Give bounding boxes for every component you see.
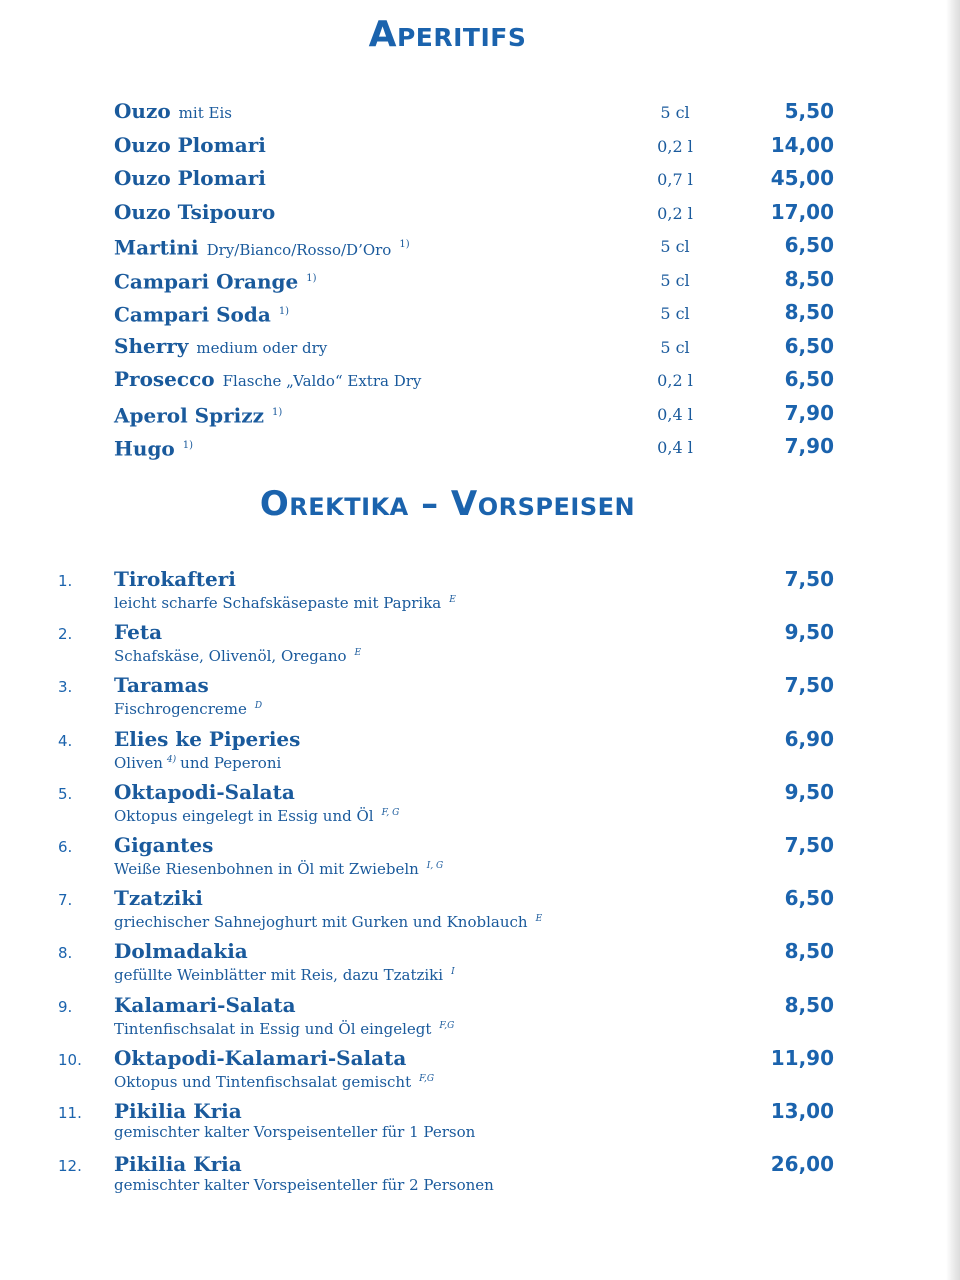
aperitif-item — [0, 331, 960, 365]
aperitif-name-text: Martini — [114, 235, 199, 260]
vorspeise-description-text: Oktopus eingelegt in Essig und Öl — [114, 806, 374, 825]
vorspeise-price: 8,50 — [784, 939, 834, 964]
vorspeise-item — [0, 566, 960, 619]
aperitif-item — [0, 264, 960, 298]
vorspeise-description-text: Oliven — [114, 753, 163, 772]
aperitif-volume: 0,2 l — [657, 371, 693, 390]
aperitif-footnote: 1) — [278, 306, 290, 317]
aperitif-item-name — [114, 96, 232, 128]
vorspeise-allergens: F,G — [439, 1020, 455, 1031]
vorspeise-name: Pikilia Kria — [114, 1152, 242, 1177]
aperitif-item-name — [114, 163, 266, 193]
aperitif-description: Dry/Bianco/Rosso/D’Oro — [206, 240, 392, 259]
aperitif-name-text: Aperol Sprizz — [114, 403, 264, 428]
vorspeise-description-text: gemischter kalter Vorspeisenteller für 2 Personen — [114, 1176, 494, 1195]
aperitif-item — [0, 431, 960, 465]
vorspeise-description-text: gefüllte Weinblätter mit Reis, dazu Tzatziki — [114, 966, 444, 985]
aperitif-name-text: Hugo — [114, 436, 175, 461]
vorspeise-description-text: griechischer Sahnejoghurt mit Gurken und Knoblauch — [114, 913, 528, 932]
vorspeise-allergens: I, G — [426, 860, 444, 871]
vorspeise-description — [114, 1016, 454, 1039]
aperitif-volume: 0,4 l — [657, 404, 693, 424]
aperitif-name-text: Ouzo — [114, 99, 171, 123]
vorspeise-item — [0, 779, 960, 832]
aperitif-name-text: Ouzo Plomari — [114, 132, 266, 157]
vorspeise-name: Gigantes — [114, 832, 214, 857]
aperitif-volume: 0,4 l — [657, 438, 693, 457]
vorspeise-description — [114, 803, 399, 826]
aperitif-item-name — [114, 398, 282, 431]
aperitif-volume: 5 cl — [660, 103, 690, 122]
vorspeise-description — [114, 1069, 434, 1092]
vorspeise-description-text: Fischrogencreme — [114, 700, 247, 719]
vorspeise-footnote: 4) — [166, 754, 177, 765]
vorspeise-name: Oktapodi-Salata — [114, 779, 295, 804]
aperitif-item — [0, 230, 960, 264]
aperitif-item — [0, 398, 960, 432]
vorspeise-name: Oktapodi-Kalamari-Salata — [114, 1045, 407, 1070]
vorspeise-number: 10. — [58, 1050, 82, 1069]
vorspeise-price: 26,00 — [770, 1152, 834, 1177]
aperitif-item-name — [114, 130, 266, 160]
aperitif-volume: 5 cl — [660, 304, 690, 323]
vorspeise-price: 13,00 — [770, 1098, 834, 1123]
aperitif-price: 7,90 — [784, 400, 834, 425]
aperitif-volume: 5 cl — [660, 337, 690, 357]
aperitif-item-name — [114, 264, 317, 297]
vorspeise-description-tail: und Peperoni — [180, 753, 282, 772]
vorspeise-number: 8. — [58, 944, 73, 963]
aperitif-item-name — [114, 331, 327, 363]
vorspeise-number: 11. — [58, 1103, 82, 1122]
vorspeise-item — [0, 992, 960, 1045]
aperitif-item — [0, 96, 960, 130]
vorspeise-price: 7,50 — [784, 567, 834, 591]
aperitif-name-text: Sherry — [114, 333, 189, 358]
aperitif-name-text: Ouzo Plomari — [114, 166, 266, 190]
aperitif-price: 8,50 — [784, 266, 834, 291]
vorspeise-item — [0, 1045, 960, 1098]
vorspeise-item — [0, 938, 960, 991]
aperitif-footnote: 1) — [306, 272, 317, 284]
vorspeise-number: 2. — [58, 625, 73, 644]
section-title-aperitifs: Aperitifs — [368, 14, 527, 55]
aperitif-footnote: 1) — [399, 239, 410, 250]
vorspeise-item — [0, 619, 960, 672]
vorspeise-price: 7,50 — [784, 832, 834, 857]
aperitif-item-name — [114, 431, 193, 464]
vorspeise-number: 6. — [58, 837, 73, 856]
vorspeise-number: 1. — [58, 572, 73, 590]
aperitif-price: 45,00 — [770, 166, 834, 190]
vorspeise-name: Tirokafteri — [114, 567, 236, 591]
vorspeise-description — [114, 962, 455, 985]
aperitif-volume: 0,2 l — [657, 136, 693, 156]
vorspeise-allergens: E — [449, 595, 456, 605]
vorspeisen-list — [0, 566, 960, 1204]
vorspeise-name: Feta — [114, 620, 163, 645]
vorspeise-description-text: leicht scharfe Schafskäsepaste mit Paprika — [114, 594, 442, 612]
aperitif-price: 14,00 — [770, 132, 834, 157]
aperitif-item — [0, 297, 960, 331]
vorspeise-description-text: Schafskäse, Olivenöl, Oregano — [114, 647, 347, 666]
vorspeise-description-text: gemischter kalter Vorspeisenteller für 1 Person — [114, 1122, 476, 1141]
vorspeise-item — [0, 1098, 960, 1151]
aperitif-price: 8,50 — [784, 300, 834, 324]
vorspeise-price: 8,50 — [784, 992, 834, 1017]
aperitif-item-name — [114, 197, 275, 227]
aperitif-price: 6,50 — [784, 233, 834, 257]
vorspeise-name: Dolmadakia — [114, 939, 248, 964]
vorspeise-description — [114, 909, 542, 932]
vorspeise-description — [114, 856, 443, 879]
vorspeise-number: 9. — [58, 997, 73, 1016]
vorspeise-description — [114, 750, 281, 773]
vorspeise-number: 3. — [58, 678, 73, 697]
vorspeise-description — [114, 1175, 494, 1195]
aperitif-name-text: Prosecco — [114, 367, 215, 391]
aperitif-price: 5,50 — [784, 99, 834, 123]
aperitif-price: 6,50 — [784, 333, 834, 358]
aperitif-item-name — [114, 364, 421, 396]
vorspeise-price: 11,90 — [770, 1045, 834, 1070]
vorspeise-name: Kalamari-Salata — [114, 992, 296, 1017]
vorspeise-description — [114, 590, 456, 613]
vorspeise-name: Elies ke Piperies — [114, 726, 301, 751]
vorspeise-description — [114, 643, 361, 666]
aperitif-name-text: Campari Soda — [114, 302, 271, 327]
vorspeise-item — [0, 726, 960, 779]
vorspeise-allergens: I — [451, 967, 455, 978]
vorspeise-allergens: F,G — [419, 1073, 435, 1084]
aperitif-price: 6,50 — [784, 367, 834, 391]
aperitif-list — [0, 96, 960, 465]
aperitif-footnote: 1) — [182, 440, 194, 451]
aperitif-price: 7,90 — [784, 434, 834, 458]
vorspeise-price: 6,50 — [784, 886, 834, 911]
vorspeise-allergens: D — [254, 701, 263, 712]
aperitif-name-text: Ouzo Tsipouro — [114, 199, 276, 224]
vorspeise-price: 7,50 — [784, 673, 834, 698]
vorspeise-description — [114, 696, 262, 719]
vorspeise-price: 6,90 — [784, 726, 834, 751]
vorspeise-description — [114, 1122, 475, 1142]
aperitif-item — [0, 197, 960, 231]
vorspeise-description-text: Tintenfischsalat in Essig und Öl eingelegt — [114, 1019, 432, 1038]
vorspeise-allergens: E — [354, 648, 362, 659]
vorspeise-price: 9,50 — [784, 620, 834, 645]
vorspeise-allergens: E — [535, 914, 543, 925]
vorspeise-item — [0, 672, 960, 725]
aperitif-footnote: 1) — [271, 406, 283, 418]
aperitif-volume: 0,2 l — [657, 203, 693, 223]
vorspeise-item — [0, 832, 960, 885]
section-title-orektika: Orektika – Vorspeisen — [259, 484, 636, 524]
vorspeise-item — [0, 1151, 960, 1204]
vorspeise-number: 5. — [58, 784, 73, 803]
aperitif-item — [0, 163, 960, 197]
aperitif-description: medium oder dry — [196, 338, 328, 357]
vorspeise-description-text: Weiße Riesenbohnen in Öl mit Zwiebeln — [114, 859, 419, 878]
vorspeise-allergens: F, G — [381, 807, 400, 818]
vorspeise-number: 12. — [58, 1157, 82, 1176]
aperitif-description: mit Eis — [178, 104, 232, 122]
aperitif-item-name — [114, 230, 410, 265]
aperitif-description: Flasche „Valdo“ Extra Dry — [222, 372, 422, 390]
vorspeise-number: 4. — [58, 731, 73, 750]
aperitif-volume: 5 cl — [660, 270, 690, 290]
aperitif-price: 17,00 — [770, 199, 834, 224]
aperitif-item-name — [114, 297, 289, 330]
vorspeise-description-text: Oktopus und Tintenfischsalat gemischt — [114, 1072, 412, 1091]
vorspeise-number: 7. — [58, 891, 73, 910]
vorspeise-item — [0, 885, 960, 938]
aperitif-volume: 0,7 l — [657, 170, 693, 189]
aperitif-name-text: Campari Orange — [114, 269, 299, 294]
aperitif-item — [0, 130, 960, 164]
vorspeise-name: Pikilia Kria — [114, 1098, 242, 1123]
vorspeise-name: Tzatziki — [114, 886, 203, 911]
aperitif-item — [0, 364, 960, 398]
vorspeise-name: Taramas — [114, 673, 209, 698]
aperitif-volume: 5 cl — [660, 237, 690, 256]
vorspeise-price: 9,50 — [784, 779, 834, 804]
